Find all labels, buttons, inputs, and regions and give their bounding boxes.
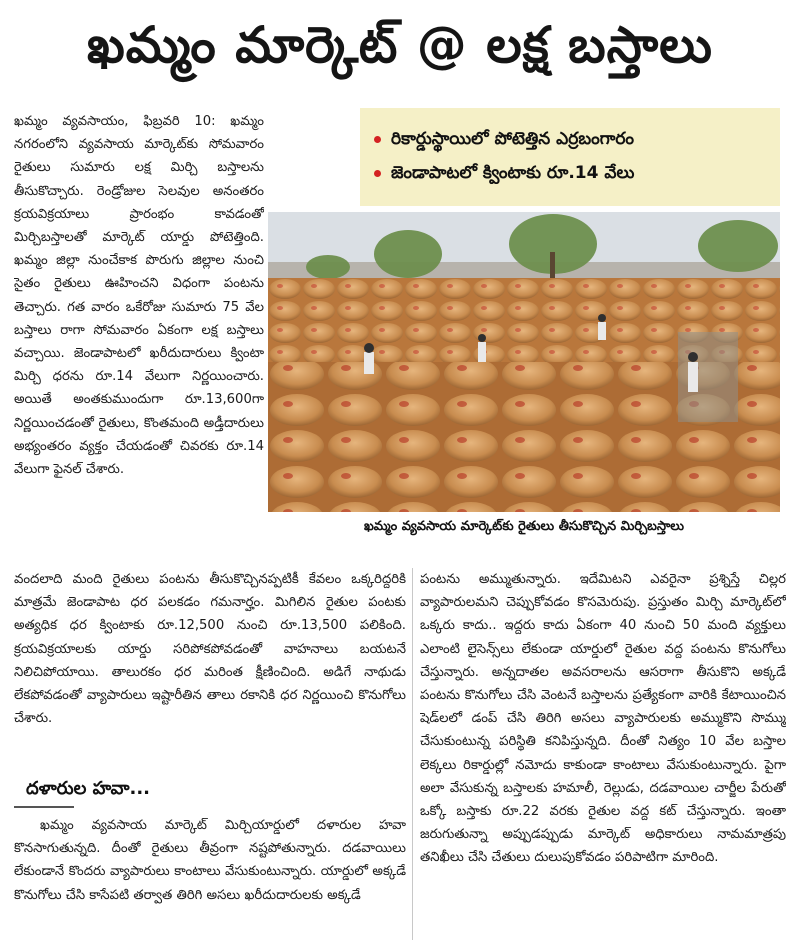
article-column-3 xyxy=(420,568,786,940)
subheading-rule xyxy=(14,806,74,808)
market-photo xyxy=(268,212,780,512)
photo-caption: ఖమ్మం వ్యవసాయ మార్కెట్‌కు రైతులు తీసుకొచ్చిన మిర్చిబస్తాలు xyxy=(363,519,684,534)
article-column-4 xyxy=(14,814,406,942)
article-paragraph: పంటను అమ్ముతున్నారు. ఇదేమిటని ఎవరైనా ప్రశ్నిస్తే చిల్లర వ్యాపారులమని చెప్పుకోవడం కొసమెరుపు. ప్రస్తుతం మిర్చి మార్కెట్‌లో ఒక్కరు కాదు.. ఇద్దరు కాదు ఏకంగా 40 నుంచి 50 మంది వ్యక్తులు ఎలాంటి లైసెన్స్‌లు లేకుండా యార్డులో రైతుల వద్ద పంటను కొనుగోలు చేస్తున్నారు. అన్నదాతల అవసరాలను ఆసరాగా తీసుకొని అక్కడే పంటను కొనుగోలు చేసి వెంటనే బస్తాలను ప్రత్యేకంగా వారికి కేటాయించిన షెడ్‌లలో డంప్ చేసి తిరిగి అసలు వ్యాపారులకు అమ్ముకొని సొమ్ము చేసుకుంటున్న పరిస్థితి కనిపిస్తున్నది. దీంతో నిత్యం 10 వేల బస్తాల లెక్కలు రికార్డుల్లో నమోదు కాకుండా కాంటాలు వేసుకుంటున్నారు. పైగా అలా వేసుకున్న బస్తాలకు హమాలీ, రెల్లుడు, దడవాయిల చార్జీల పేరుతో ఒక్కో బస్తాకు రూ.22 వరకు రైతుల వద్ద కట్ చేస్తున్నారు. ఇంతా జరుగుతున్నా అప్పుడప్పుడు మార్కెట్ అధికారులు నామమాత్రపు తనిఖీలు చేసి చేతులు దులుపుకోవడం పరిపాటిగా మారింది. xyxy=(420,572,786,866)
column-divider xyxy=(412,568,413,940)
highlight-text: జెండాపాటలో క్వింటాకు రూ.14 వేలు xyxy=(391,163,635,183)
highlight-item xyxy=(374,156,780,190)
article-paragraph: ఖమ్మం వ్యవసాయం, ఫిబ్రవరి 10: ఖమ్మం నగరంలోని వ్యవసాయ మార్కెట్‌కు సోమవారం రైతులు సుమారు లక్ష మిర్చి బస్తాలను తీసుకొచ్చారు. రెండ్రోజుల సెలవుల అనంతరం క్రయవిక్రయాలు ప్రారంభం కావడంతో మిర్చిబస్తాలతో మార్కెట్ యార్డు పోటెత్తింది. ఖమ్మం జిల్లా నుంచేకాక పొరుగు జిల్లాల నుంచి సైతం రైతులు ఊహించని విధంగా పంటను తెచ్చారు. గత వారం ఒకేరోజు సుమారు 75 వేల బస్తాలు రాగా సోమవారం ఏకంగా లక్ష బస్తాలు వచ్చాయి. జెండాపాటలో ఖరీదుదారులు క్వింటా మిర్చి ధరను రూ.14 వేలుగా నిర్ణయించారు. అయితే అంతకుముందుగా రూ.13,600గా నిర్ణయించడంతో రైతులు, కొంతమంది అడ్తీదారులు అభ్యంతరం వ్యక్తం చేయడంతో చివరకు రూ.14 వేలుగా ఫైనల్ చేశారు. xyxy=(14,114,264,478)
highlights-box xyxy=(360,108,780,206)
bullet-icon xyxy=(374,170,381,177)
highlight-item xyxy=(374,122,780,156)
highlight-text: రికార్డుస్థాయిలో పోటెత్తిన ఎర్రబంగారం xyxy=(391,129,635,149)
article-paragraph: వందలాది మంది రైతులు పంటను తీసుకొచ్చినప్పటికీ కేవలం ఒక్కరిద్దరికి మాత్రమే జెండాపాట ధర పలకడం గమనార్హం. మిగిలిన రైతుల పంటకు అత్యధిక ధర క్వింటాకు రూ.12,500 నుంచి రూ.13,500 పలికింది. క్రయవిక్రయాలకు యార్డు సరిపోకపోవడంతో వాహనాలు బయటనే నిలిచిపోయాయి. తాలురకం ధర మరింత క్షీణించింది. అడిగే నాథుడు లేకపోవడంతో వ్యాపారులు ఇష్టారీతిన తాలు రకానికి ధర నిర్ణయించి కొనుగోలు చేశారు. xyxy=(14,572,406,727)
article-paragraph: ఖమ్మం వ్యవసాయ మార్కెట్ మిర్చియార్డులో దళారుల హవా కొనసాగుతున్నది. దీంతో రైతులు తీవ్రంగా నష్టపోతున్నారు. దడవాయిలు లేకుండానే కొందరు వ్యాపారులు కాంటాలు వేసుకుంటున్నారు. యార్డులో అక్కడే కొనుగోలు చేసి కాసేపటి తర్వాత తిరిగి అసలు ఖరీదుదారులకు అక్కడే xyxy=(14,818,406,903)
subheading: దళారుల హవా... xyxy=(26,778,151,799)
article-column-2 xyxy=(14,568,406,748)
article-column-1 xyxy=(14,110,264,566)
photo-illustration xyxy=(268,212,780,512)
bullet-icon xyxy=(374,136,381,143)
headline: ఖమ్మం మార్కెట్ @ లక్ష బస్తాలు xyxy=(87,15,713,74)
